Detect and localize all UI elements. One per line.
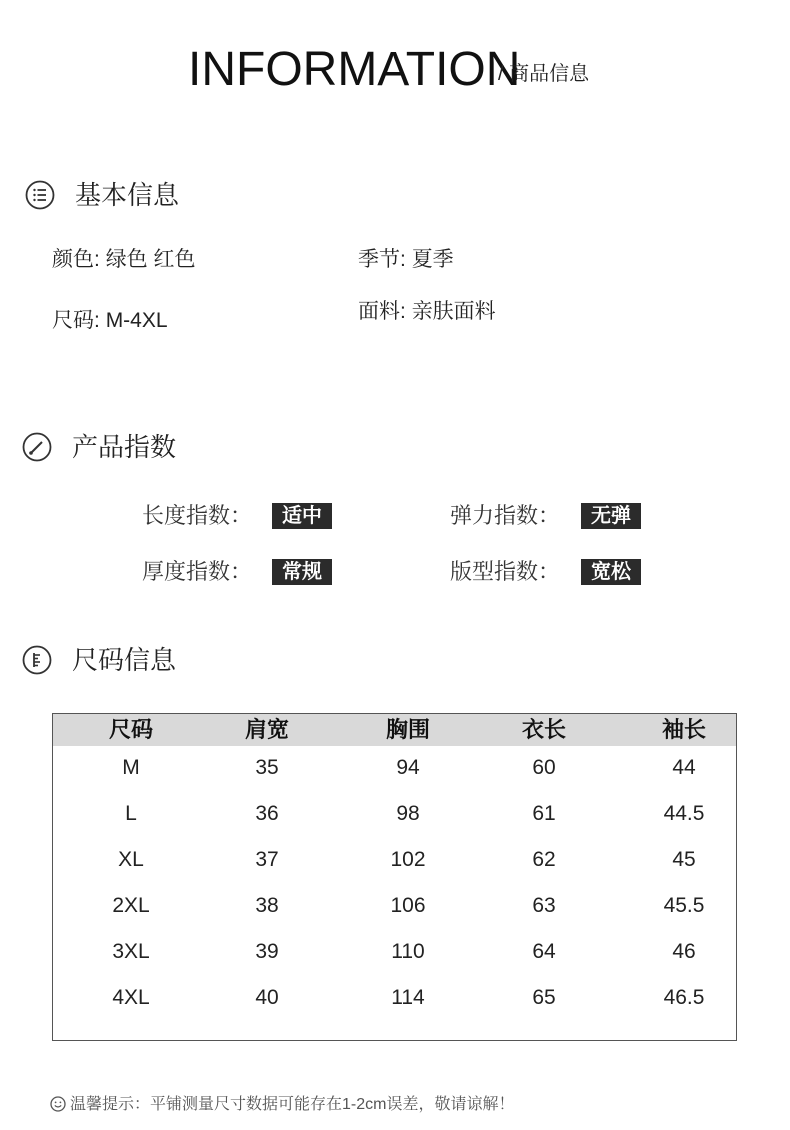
table-cell: 4XL	[112, 986, 150, 1009]
smile-icon	[50, 1096, 66, 1120]
table-cell: 44	[672, 756, 696, 779]
table-cell: 3XL	[112, 940, 150, 963]
season-label: 季节:	[358, 248, 406, 271]
list-icon	[25, 180, 55, 210]
table-cell: 46	[672, 940, 696, 963]
size-table	[52, 713, 737, 1041]
table-cell: M	[122, 756, 140, 779]
season-field	[358, 246, 454, 274]
table-cell: 45.5	[663, 894, 705, 917]
section-title: 尺码信息	[72, 645, 177, 675]
page-subtitle: / 商品信息	[498, 63, 590, 85]
length-index-label: 长度指数：	[142, 503, 253, 528]
table-cell: 102	[390, 848, 426, 871]
table-cell: 65	[532, 986, 556, 1009]
table-cell: 60	[532, 756, 556, 779]
section-title: 产品指数	[72, 432, 177, 462]
elastic-index-badge: 无弹	[581, 503, 641, 529]
section-product-index	[22, 430, 176, 464]
size-range-value: M-4XL	[105, 309, 168, 332]
fabric-label: 面料:	[358, 300, 406, 323]
table-cell: 62	[532, 848, 556, 871]
table-header-cell: 袖长	[661, 717, 706, 742]
table-cell: 61	[532, 802, 556, 825]
footer-note	[50, 1093, 514, 1120]
ruler-icon	[22, 645, 52, 675]
table-header-cell: 胸围	[385, 717, 430, 742]
footer-text: 温馨提示：平铺测量尺寸数据可能存在1-2cm误差，敬请谅解！	[70, 1096, 515, 1113]
table-cell: L	[125, 802, 137, 825]
fabric-field	[358, 298, 496, 326]
table-cell: 38	[255, 894, 279, 917]
page-title: INFORMATION	[188, 43, 521, 96]
table-cell: 98	[396, 802, 420, 825]
table-cell: 64	[532, 940, 556, 963]
color-label: 颜色:	[52, 248, 100, 271]
table-header-cell: 肩宽	[244, 717, 289, 742]
length-index-badge: 适中	[272, 503, 332, 529]
table-cell: 110	[391, 940, 425, 963]
thickness-index-label: 厚度指数：	[142, 559, 253, 584]
fit-index-badge: 宽松	[581, 559, 641, 585]
color-value: 绿色 红色	[105, 248, 196, 271]
table-cell: 39	[255, 940, 279, 963]
table-header-cell: 衣长	[521, 717, 566, 742]
section-title: 基本信息	[75, 180, 180, 210]
thickness-index-badge: 常规	[272, 559, 332, 585]
section-size-info	[22, 643, 176, 677]
table-cell: 94	[396, 756, 420, 779]
fabric-value: 亲肤面料	[411, 300, 496, 323]
table-cell: 35	[255, 756, 279, 779]
color-field	[52, 246, 196, 274]
section-basic-info	[25, 178, 179, 212]
elastic-index-label: 弹力指数：	[450, 503, 561, 528]
size-range-label: 尺码:	[52, 309, 100, 332]
season-value: 夏季	[411, 248, 454, 271]
table-cell: 2XL	[112, 894, 150, 917]
fit-index-label: 版型指数：	[450, 559, 561, 584]
table-cell: 40	[255, 986, 279, 1009]
table-cell: 36	[255, 802, 279, 825]
gauge-icon	[22, 432, 52, 462]
table-cell: XL	[118, 848, 144, 871]
table-cell: 44.5	[663, 802, 705, 825]
table-header-cell: 尺码	[108, 717, 153, 742]
table-cell: 45	[672, 848, 696, 871]
table-cell: 37	[255, 848, 279, 871]
table-cell: 106	[390, 894, 426, 917]
table-cell: 46.5	[663, 986, 705, 1009]
size-range-field	[52, 307, 168, 335]
table-cell: 114	[391, 986, 425, 1009]
table-cell: 63	[532, 894, 556, 917]
